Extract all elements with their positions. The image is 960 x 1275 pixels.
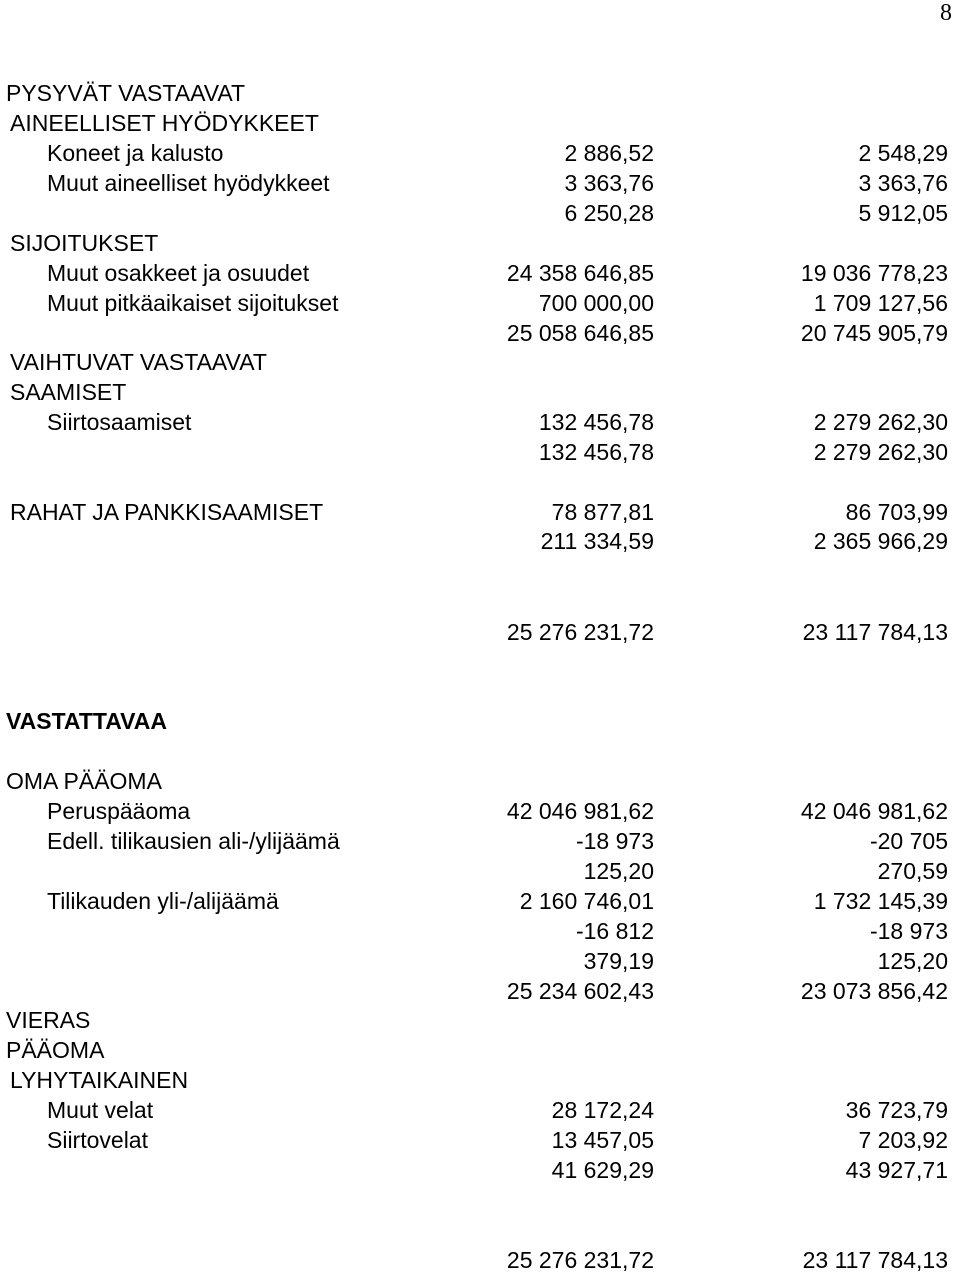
table-row	[0, 796, 960, 826]
previous-value: 1 732 145,39	[813, 888, 948, 914]
current-value: 132 456,78	[538, 439, 654, 465]
subsection-heading	[0, 1035, 960, 1065]
heading-text: VAIHTUVAT VASTAAVAT	[10, 349, 267, 375]
table-row	[0, 497, 960, 527]
subsection-heading	[0, 1065, 960, 1095]
current-value: 25 276 231,72	[506, 1247, 654, 1273]
table-row-continuation	[0, 856, 960, 886]
heading-text: LYHYTAIKAINEN	[10, 1067, 189, 1093]
previous-value: 23 117 784,13	[802, 1247, 948, 1273]
subtotal-row	[0, 1155, 960, 1185]
previous-value: 42 046 981,62	[800, 798, 948, 824]
grand-total-row	[0, 617, 960, 647]
row-label: Muut aineelliset hyödykkeet	[47, 170, 330, 196]
row-label: Muut osakkeet ja osuudet	[47, 260, 310, 286]
previous-value: 3 363,76	[858, 170, 948, 196]
row-label: Siirtovelat	[47, 1127, 148, 1153]
previous-value: 2 365 966,29	[813, 528, 948, 554]
current-value: -16 812	[575, 918, 654, 944]
table-row	[0, 407, 960, 437]
section-heading	[0, 347, 960, 377]
current-value: 2 160 746,01	[519, 888, 654, 914]
previous-value: 20 745 905,79	[800, 320, 948, 346]
previous-value: -20 705	[869, 828, 948, 854]
previous-value: 36 723,79	[845, 1097, 948, 1123]
heading-text: SAAMISET	[10, 379, 127, 405]
subsection-heading	[0, 377, 960, 407]
subtotal-row	[0, 916, 960, 946]
heading-text: PYSYVÄT VASTAAVAT	[6, 80, 246, 106]
row-label: RAHAT JA PANKKISAAMISET	[10, 499, 324, 525]
row-label: Tilikauden yli-/alijäämä	[47, 888, 279, 914]
current-value: 13 457,05	[551, 1127, 654, 1153]
subtotal-row	[0, 976, 960, 1006]
row-label: Koneet ja kalusto	[47, 140, 224, 166]
current-value: 42 046 981,62	[506, 798, 654, 824]
subsection-heading	[0, 766, 960, 796]
current-value: 24 358 646,85	[506, 260, 654, 286]
previous-value: 125,20	[877, 948, 948, 974]
current-value: 78 877,81	[551, 499, 654, 525]
table-row	[0, 1095, 960, 1125]
current-value: 28 172,24	[551, 1097, 654, 1123]
page-number: 8	[940, 0, 952, 26]
previous-value: 86 703,99	[845, 499, 948, 525]
section-heading	[0, 78, 960, 108]
previous-value: 19 036 778,23	[800, 260, 948, 286]
current-value: 125,20	[583, 858, 654, 884]
row-label: Muut velat	[47, 1097, 154, 1123]
row-label: Edell. tilikausien ali-/ylijäämä	[47, 828, 340, 854]
heading-text: SIJOITUKSET	[10, 230, 159, 256]
previous-value: 2 548,29	[858, 140, 948, 166]
previous-value: 7 203,92	[858, 1127, 948, 1153]
previous-value: 270,59	[877, 858, 948, 884]
current-value: 3 363,76	[564, 170, 654, 196]
previous-value: 2 279 262,30	[813, 439, 948, 465]
table-row	[0, 1125, 960, 1155]
current-value: 41 629,29	[551, 1157, 654, 1183]
row-label: Siirtosaamiset	[47, 409, 192, 435]
current-value: 2 886,52	[564, 140, 654, 166]
subsection-heading	[0, 108, 960, 138]
table-row	[0, 886, 960, 916]
table-row	[0, 138, 960, 168]
heading-text: VASTATTAVAA	[6, 708, 167, 734]
grand-total-row	[0, 1245, 960, 1275]
table-row	[0, 826, 960, 856]
current-value: 6 250,28	[564, 200, 654, 226]
heading-text: PÄÄOMA	[6, 1037, 105, 1063]
section-heading	[0, 706, 960, 736]
table-row	[0, 168, 960, 198]
table-row	[0, 288, 960, 318]
heading-text: AINEELLISET HYÖDYKKEET	[10, 110, 319, 136]
previous-value: 5 912,05	[858, 200, 948, 226]
previous-value: 43 927,71	[845, 1157, 948, 1183]
subsection-heading	[0, 1005, 960, 1035]
row-label: Muut pitkäaikaiset sijoitukset	[47, 290, 339, 316]
current-value: 25 234 602,43	[506, 978, 654, 1004]
subtotal-row	[0, 526, 960, 556]
current-value: 211 334,59	[540, 528, 654, 554]
subtotal-row	[0, 198, 960, 228]
table-row	[0, 258, 960, 288]
current-value: 132 456,78	[538, 409, 654, 435]
row-label: Peruspääoma	[47, 798, 191, 824]
previous-value: 23 073 856,42	[800, 978, 948, 1004]
previous-value: 1 709 127,56	[813, 290, 948, 316]
current-value: 700 000,00	[538, 290, 654, 316]
subsection-heading	[0, 228, 960, 258]
subtotal-row-continuation	[0, 946, 960, 976]
heading-text: VIERAS	[6, 1007, 91, 1033]
current-value: 379,19	[583, 948, 654, 974]
subtotal-row	[0, 318, 960, 348]
current-value: 25 058 646,85	[506, 320, 654, 346]
subtotal-row	[0, 437, 960, 467]
previous-value: 23 117 784,13	[802, 619, 948, 645]
previous-value: -18 973	[869, 918, 948, 944]
current-value: -18 973	[575, 828, 654, 854]
current-value: 25 276 231,72	[506, 619, 654, 645]
previous-value: 2 279 262,30	[813, 409, 948, 435]
heading-text: OMA PÄÄOMA	[6, 768, 162, 794]
